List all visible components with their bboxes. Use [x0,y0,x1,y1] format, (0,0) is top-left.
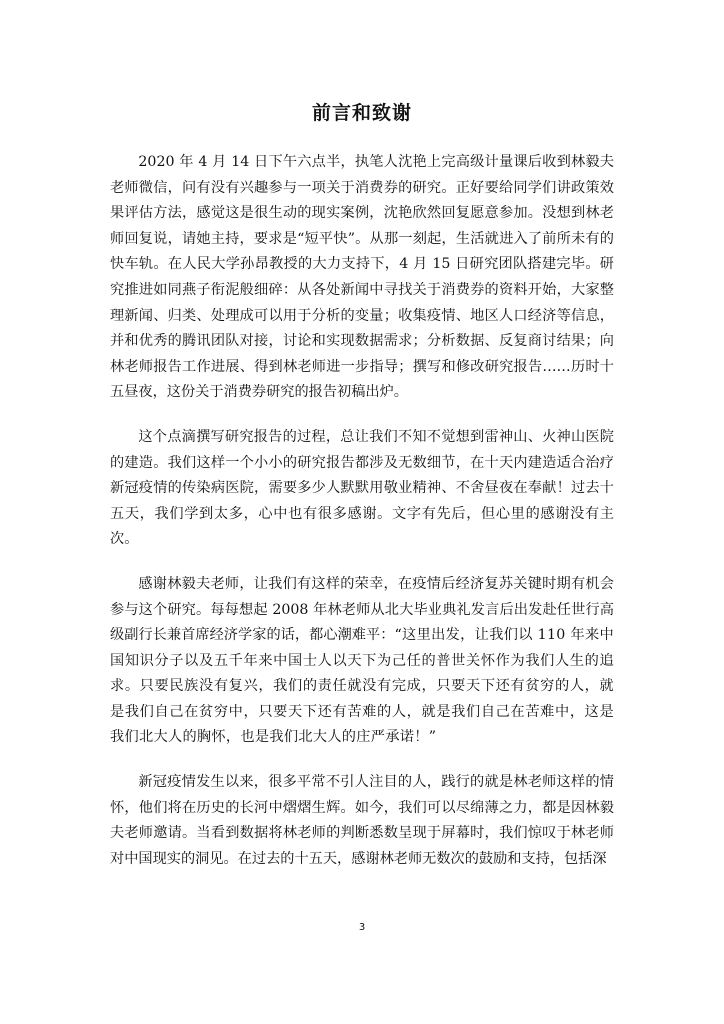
paragraph-3 [110,572,614,751]
body-text [110,150,614,891]
paragraph-2: 这个点滴撰写研究报告的过程，总让我们不知不觉想到雷神山、火神山医院的建造。我们这样一个小小的研究报告都涉及无数细节，在十天内建造适合治疗新冠疫情的传染病医院，需要多少人默默用敬业精神、不舍昼夜在奉献！过去十五天，我们学到太多，心中也有很多感谢。文字有先后，但心里的感谢没有主次。 [110,428,614,548]
page-title: 前言和致谢 [311,102,412,124]
paragraph-3-text: 感谢林毅夫老师，让我们有这样的荣幸，在疫情后经济复苏关键时期有机会参与这个研究。每每想起 2008 年林老师从北大毕业典礼发言后出发赴任世行高级副行长兼首席经济学家的话，都心潮难平： [110,575,614,644]
paragraph-4: 新冠疫情发生以来，很多平常不引人注目的人，践行的就是林老师这样的情怀，他们将在历史的长河中熠熠生辉。如今，我们可以尽绵薄之力，都是因林毅夫老师邀请。当看到数据将林老师的判断悉数呈现于屏幕时，我们惊叹于林老师对中国现实的洞见。在过去的十五天，感谢林老师无数次的鼓励和支持，包括深 [110,774,614,867]
paragraph-3-quote: “这里出发，让我们以 110 年来中国知识分子以及五千年来中国士人以天下为己任的普世关怀作为我们人生的追求。只要民族没有复兴，我们的责任就没有完成，只要天下还有贫穷的人，就是我们自己在贫穷中，只要天下还有苦难的人，就是我们自己在苦难中，这是我们北大人的胸怀，也是我们北大人的庄严承诺！” [110,627,614,746]
page-number: 3 [358,922,366,933]
paragraph-1: 2020 年 4 月 14 日下午六点半，执笔人沈艳上完高级计量课后收到林毅夫老师微信，问有没有兴趣参与一项关于消费券的研究。正好要给同学们讲政策效果评估方法，感觉这是很生动的现实案例，沈艳欣然回复愿意参加。没想到林老师回复说，请她主持，要求是“短平快”。从那一刻起，生活就进入了前所未有的快车轨。在人民大学孙昂教授的大力支持下，4 月 15 日研究团队搭建完毕。研究推进如同燕子衔泥般细碎：从各处新闻中寻找关于消费券的资料开始，大家整理新闻、归类、处理成可以用于分析的变量；收集疫情、地区人口经济等信息，并和优秀的腾讯团队对接，讨论和实现数据需求；分析数据、反复商讨结果；向林老师报告工作进展、得到林老师进一步指导；撰写和修改研究报告……历时十五昼夜，这份关于消费券研究的报告初稿出炉。 [110,154,614,401]
